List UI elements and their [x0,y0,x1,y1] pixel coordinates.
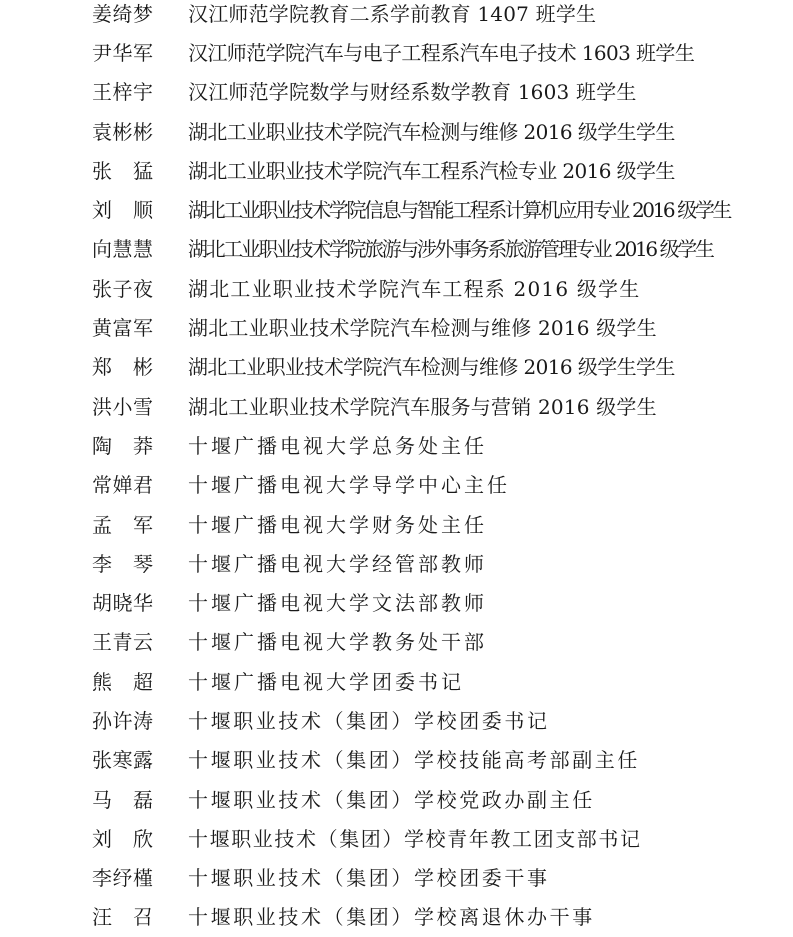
person-affiliation: 十堰广播电视大学经管部教师 [188,551,487,576]
person-name: 黄富军 [92,316,154,341]
list-item [0,819,793,858]
list-item [0,230,793,269]
person-affiliation: 湖北工业职业技术学院汽车检测与维修 2016 级学生学生 [188,119,675,144]
list-item [0,426,793,465]
list-item [0,662,793,701]
person-affiliation: 湖北工业职业技术学院汽车服务与营销 2016 级学生 [188,394,657,419]
person-affiliation: 十堰职业技术（集团）学校青年教工团支部书记 [188,826,642,851]
list-item [0,898,793,937]
person-name: 陶 莽 [92,433,154,458]
person-name: 李 琴 [92,551,154,576]
person-affiliation: 湖北工业职业技术学院汽车工程系 2016 级学生 [188,276,641,301]
list-item [0,741,793,780]
person-name: 李纾槿 [92,866,154,891]
person-affiliation: 十堰广播电视大学财务处主任 [188,512,487,537]
list-item [0,269,793,308]
person-affiliation: 十堰广播电视大学总务处主任 [188,433,487,458]
list-item [0,151,793,190]
person-affiliation: 十堰广播电视大学导学中心主任 [188,473,510,498]
person-name: 尹华军 [92,40,154,65]
person-name: 胡晓华 [92,591,154,616]
person-name: 张 猛 [92,158,154,183]
person-affiliation: 十堰广播电视大学教务处干部 [188,630,487,655]
person-affiliation: 十堰职业技术（集团）学校团委书记 [188,708,550,733]
person-name: 孙许涛 [92,708,154,733]
person-name: 袁彬彬 [92,119,154,144]
list-item [0,544,793,583]
person-affiliation: 十堰职业技术（集团）学校离退休办干事 [188,905,595,930]
person-name: 姜绮梦 [92,1,154,26]
person-name: 马 磊 [92,787,154,812]
person-affiliation: 湖北工业职业技术学院汽车工程系汽检专业 2016 级学生 [188,158,675,183]
person-affiliation: 十堰广播电视大学团委书记 [188,669,464,694]
list-item [0,466,793,505]
list-item [0,701,793,740]
person-affiliation: 湖北工业职业技术学院汽车检测与维修 2016 级学生 [188,316,657,341]
person-affiliation: 汉江师范学院汽车与电子工程系汽车电子技术 1603 班学生 [188,40,695,65]
list-item [0,190,793,229]
person-name: 王梓宇 [92,80,154,105]
list-item [0,859,793,898]
person-name: 常婵君 [92,473,154,498]
person-affiliation: 湖北工业职业技术学院旅游与涉外事务系旅游管理专业 2016 级学生 [188,237,713,262]
person-affiliation: 十堰职业技术（集团）学校技能高考部副主任 [188,748,640,773]
person-name: 王青云 [92,630,154,655]
person-affiliation: 湖北工业职业技术学院汽车检测与维修 2016 级学生学生 [188,355,675,380]
person-name: 洪小雪 [92,394,154,419]
list-item [0,33,793,72]
person-affiliation: 十堰职业技术（集团）学校党政办副主任 [188,787,595,812]
person-name: 张寒露 [92,748,154,773]
person-name: 刘 欣 [92,826,154,851]
list-item [0,505,793,544]
list-item [0,73,793,112]
list-item [0,780,793,819]
person-name: 熊 超 [92,669,154,694]
person-name: 向慧慧 [92,237,154,262]
person-name: 郑 彬 [92,355,154,380]
person-name: 张子夜 [92,276,154,301]
list-item [0,112,793,151]
person-affiliation: 汉江师范学院数学与财经系数学教育 1603 班学生 [188,80,637,105]
list-item [0,387,793,426]
list-item [0,0,793,33]
person-affiliation: 十堰职业技术（集团）学校团委干事 [188,866,550,891]
list-item [0,348,793,387]
person-name: 汪 召 [92,905,154,930]
person-name: 孟 军 [92,512,154,537]
list-item [0,623,793,662]
person-affiliation: 湖北工业职业技术学院信息与智能工程系计算机应用专业 2016 级学生 [188,198,731,223]
list-item [0,583,793,622]
person-affiliation: 十堰广播电视大学文法部教师 [188,591,487,616]
person-name: 刘 顺 [92,198,154,223]
person-affiliation: 汉江师范学院教育二系学前教育 1407 班学生 [188,1,597,26]
list-item [0,308,793,347]
